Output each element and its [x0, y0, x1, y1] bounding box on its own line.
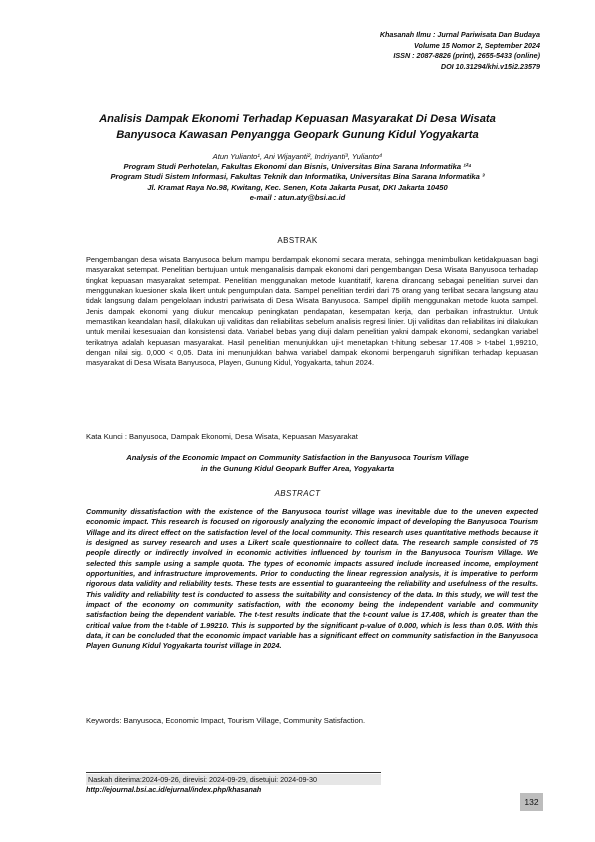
english-title-line-1: Analysis of the Economic Impact on Community Satisfaction in the Banyusoca Tourism Village	[126, 453, 469, 462]
english-title	[60, 452, 535, 474]
author-names: Atun Yulianto¹, Ani Wijayanti², Indriyanti³, Yulianto⁴	[212, 152, 383, 161]
affiliation-2: Program Studi Sistem Informasi, Fakultas Teknik dan Informatika, Universitas Bina Sarana Informatika ³	[110, 172, 485, 182]
journal-header	[380, 30, 540, 72]
author-block	[60, 152, 535, 203]
footer-divider	[86, 772, 381, 773]
paper-title	[60, 111, 535, 143]
paper-title-line-1: Analisis Dampak Ekonomi Terhadap Kepuasan Masyarakat Di Desa Wisata	[99, 113, 496, 125]
abstrak-text: Pengembangan desa wisata Banyusoca belum mampu berdampak ekonomi secara merata, sehingga menimbulkan ketidakpuasan bagi masyarakat setempat. Penelitian bertujuan untuk menganalisis dampak ekonomi dari pengembangan Desa Wisata Banyusoca terhadap tingkat kepuasan masyarakat setempat. Penelitian menggunakan metode kuantitatif, karena dirancang sebagai penelitian survei dan menggunakan kuesioner skala likert untuk pengumpulan data. Sampel penelitian terdiri dari 75 orang yang terlibat secara langsung atau tidak langsung dalam pengelolaan industri pariwisata di Desa Wisata Banyusoca. Sampel dipilih menggunakan metode kuota sampel. Jenis dampak ekonomi yang diukur mencakup peningkatan pendapatan, kesempatan kerja, dan perbaikan infrastruktur. Untuk memastikan keandalan hasil, dilakukan uji validitas dan reliabilitas sebelum analisis regresi linier. Uji validitas dan reliabilitas ini dilakukan untuk menilai kesesuaian dan konsistensi data. Variabel bebas yang diuji dalam penelitian yakni dampak ekonomi, sedangkan variabel terikatnya adalah kepuasan masyarakat. Hasil penelitian menunjukkan uji-t menetapkan t-hitung sebesar 17.408 > t-tabel 1,99210, dengan nilai sig. 0,000 < 0,05. Data ini menunjukkan bahwa variabel dampak ekonomi berpengaruh signifikan terhadap kepuasan masyarakat di Desa Wisata Banyusoca, Playen, Gunung Kidul, Yogyakarta, tahun 2024.	[86, 255, 538, 368]
journal-name: Khasanah Ilmu : Jurnal Pariwisata Dan Budaya	[379, 30, 540, 39]
abstract-text: Community dissatisfaction with the existence of the Banyusoca tourist village was inevitable due to the uneven expected economic impact. This research is focused on rigorously analyzing the economic impact of developing the Banyusoca Tourism Village and its direct effect on the satisfaction level of the local community. This research uses quantitative methods because it is designed as survey research and uses a Likert scale questionnaire to collect data. The research sample consisted of 75 people directly or indirectly involved in economic activities influenced by tourism in the Banyusoca Tourism Village. We selected this sample using a sample quota. The types of economic impacts assured include increased income, employment opportunities, and infrastructure improvements. Prior to conducting the linear regression analysis, it is imperative to perform rigorous data validity and reliability tests. These tests are essential to guaranteeing the reliability and usefulness of the results. This validity and reliability test is conducted to assess the suitability and consistency of the data. In this study, we will test the impact of the economy on community satisfaction, with the economy being the independent variable and community satisfaction being the dependent variable. The t-test results indicate that the t-count value is 17.408, which is greater than the critical value from the t-table of 1.99210. This is supported by the significant p-value of 0.000, which is less than 0.05. With this data, it can be concluded that the economic impact variable has a significant effect on community satisfaction in the Banyusoca Playen Gunung Kidul Yogyakarta tourist village in 2024.	[86, 507, 538, 651]
submission-dates: Naskah diterima:2024-09-26, direvisi: 2024-09-29, disetujui: 2024-09-30	[86, 774, 381, 785]
abstrak-heading: ABSTRAK	[277, 236, 318, 245]
email: e-mail : atun.aty@bsi.ac.id	[249, 192, 346, 202]
keywords: Keywords: Banyusoca, Economic Impact, Tourism Village, Community Satisfaction.	[86, 716, 366, 725]
journal-issn: ISSN : 2087-8826 (print), 2655-5433 (online)	[393, 51, 540, 60]
kata-kunci: Kata Kunci : Banyusoca, Dampak Ekonomi, Desa Wisata, Kepuasan Masyarakat	[86, 432, 358, 441]
english-title-line-2: in the Gunung Kidul Geopark Buffer Area, Yogyakarta	[200, 464, 395, 473]
affiliation-1: Program Studi Perhotelan, Fakultas Ekonomi dan Bisnis, Universitas Bina Sarana Informatika ¹²⁴	[123, 162, 472, 172]
journal-volume: Volume 15 Nomor 2, September 2024	[414, 40, 540, 50]
address: Jl. Kramat Raya No.98, Kwitang, Kec. Senen, Kota Jakarta Pusat, DKI Jakarta 10450	[147, 182, 448, 192]
journal-url[interactable]: http://ejournal.bsi.ac.id/ejurnal/index.php/khasanah	[86, 785, 262, 794]
journal-doi: DOI 10.31294/khi.v15i2.23579	[440, 61, 540, 71]
paper-title-line-2: Banyusoca Kawasan Penyangga Geopark Gunung Kidul Yogyakarta	[116, 129, 479, 141]
abstract-heading: ABSTRACT	[274, 489, 321, 498]
page-number: 132	[520, 793, 543, 811]
